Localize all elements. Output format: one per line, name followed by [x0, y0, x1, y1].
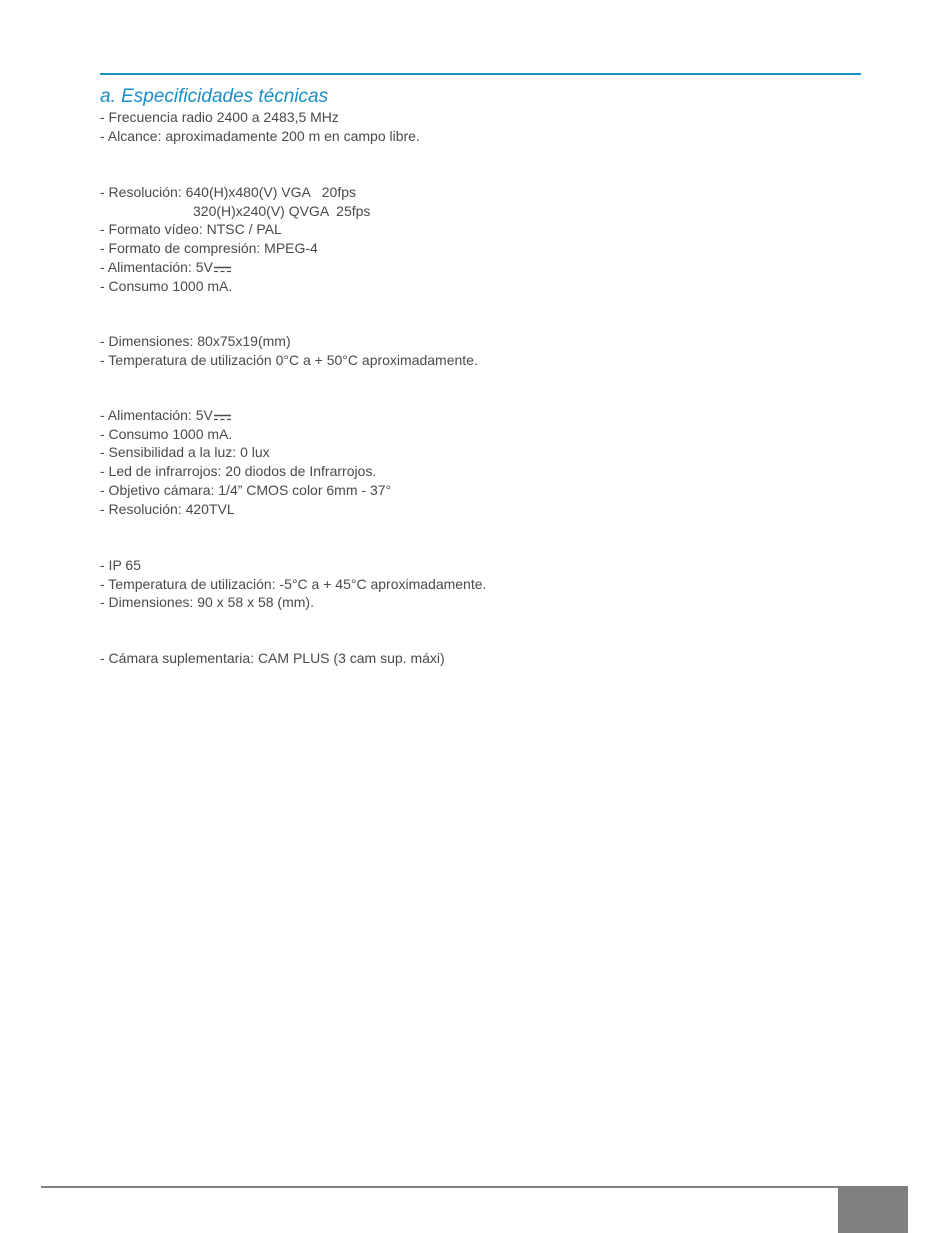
header-rule	[100, 73, 861, 75]
spec-line: - Temperatura de utilización 0°C a + 50°C aproximadamente.	[100, 351, 478, 368]
footer-rule	[41, 1186, 908, 1188]
spec-line: - Temperatura de utilización: -5°C a + 45°C aproximadamente.	[100, 575, 487, 592]
page-number-tab	[838, 1188, 908, 1233]
accessory-specs	[100, 649, 445, 668]
spec-line: - Resolución: 420TVL	[100, 500, 235, 517]
spec-line: - Dimensiones: 80x75x19(mm)	[100, 333, 291, 349]
power-line	[100, 258, 370, 277]
spec-line: - Led de infrarrojos: 20 diodos de Infrarrojos.	[100, 463, 377, 480]
spec-line: - Consumo 1000 mA.	[100, 425, 233, 442]
spec-line: - IP 65	[100, 557, 141, 573]
spec-line: - Dimensiones: 90 x 58 x 58 (mm).	[100, 594, 314, 611]
radio-specs	[100, 108, 420, 145]
spec-line: 320(H)x240(V) QVGA 25fps	[193, 202, 371, 219]
spec-line: - Consumo 1000 mA.	[100, 277, 233, 294]
direct-current-icon	[214, 414, 231, 421]
power-line	[100, 406, 391, 425]
direct-current-icon	[214, 266, 231, 273]
spec-line: - Objetivo cámara: 1/4” CMOS color 6mm - 37°	[100, 481, 392, 498]
spec-line: - Cámara suplementaria: CAM PLUS (3 cam sup. máxi)	[100, 650, 445, 666]
dimension-specs	[100, 332, 478, 369]
outdoor-specs	[100, 556, 486, 612]
spec-line: - Alimentación: 5V	[100, 407, 213, 423]
spec-line: - Formato vídeo: NTSC / PAL	[100, 221, 282, 238]
camera-specs	[100, 406, 391, 518]
spec-line: - Formato de compresión: MPEG-4	[100, 240, 318, 257]
spec-line: - Alimentación: 5V	[100, 258, 213, 275]
spec-line: - Alcance: aproximadamente 200 m en campo libre.	[100, 127, 420, 144]
spec-line: - Sensibilidad a la luz: 0 lux	[100, 444, 270, 461]
spec-line: - Frecuencia radio 2400 a 2483,5 MHz	[100, 109, 339, 125]
section-title: a. Especificidades técnicas	[100, 86, 329, 107]
video-specs	[100, 183, 370, 295]
spec-line: - Resolución: 640(H)x480(V) VGA 20fps	[100, 184, 357, 200]
